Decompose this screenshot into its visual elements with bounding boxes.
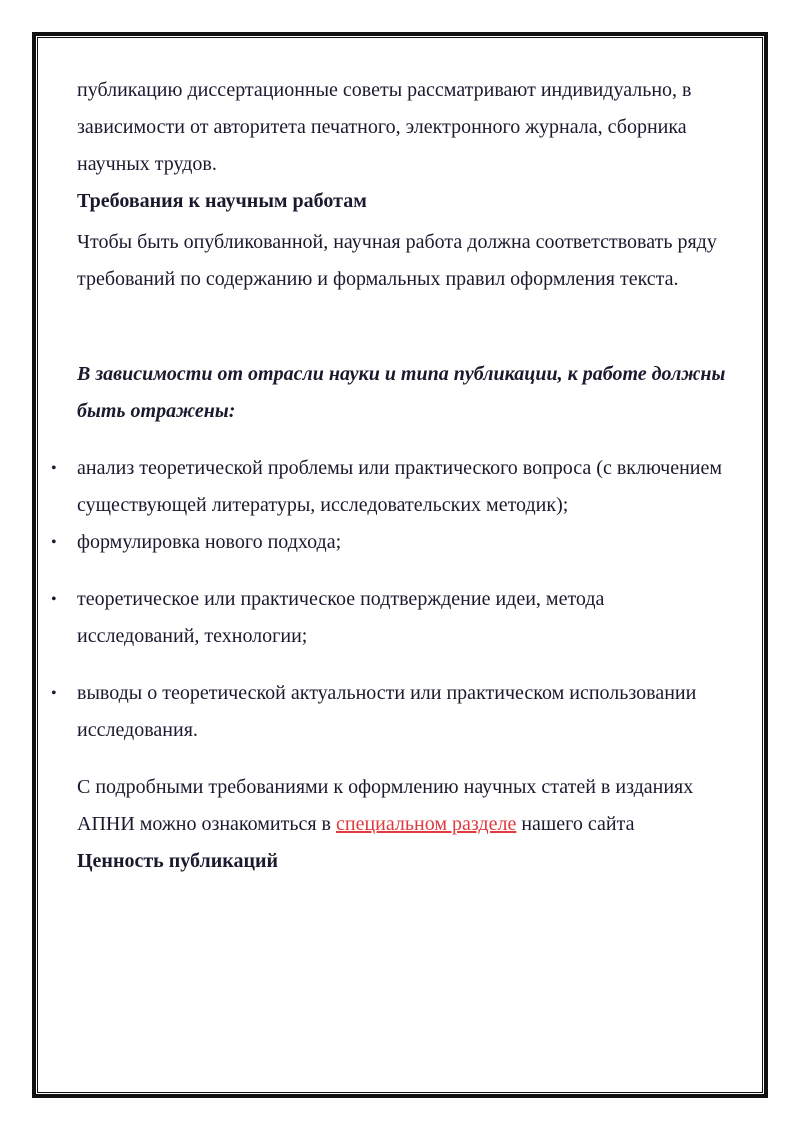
paragraph-text-prefix: С подробными требованиями к оформлению научных статей в изданиях АПНИ можно ознакомиться в — [77, 776, 694, 835]
bullet-icon: • — [51, 685, 57, 702]
paragraph-intro: публикацию диссертационные советы рассматривают индивидуально, в зависимости от авторитета печатного, электронного журнала, сборника научных трудов. — [77, 79, 692, 175]
list-item — [51, 450, 727, 524]
section-heading-value: Ценность публикаций — [77, 850, 279, 872]
list-item-text: теоретическое или практическое подтверждение идеи, метода исследований, технологии; — [77, 588, 605, 647]
requirements-list — [51, 450, 727, 749]
list-item-text: анализ теоретической проблемы или практического вопроса (с включением существующей литературы, исследовательских методик); — [77, 457, 723, 516]
section-heading-requirements: Требования к научным работам — [77, 190, 367, 212]
paragraph-apni-requirements — [77, 769, 727, 843]
special-section-link[interactable]: специальном разделе — [336, 813, 517, 835]
bullet-icon: • — [51, 460, 57, 477]
document-body — [51, 72, 727, 880]
list-item — [51, 675, 727, 749]
list-item — [51, 524, 727, 561]
paragraph-requirements: Чтобы быть опубликованной, научная работа должна соответствовать ряду требований по содержанию и формальных правил оформления текста. — [77, 231, 717, 290]
paragraph-text-suffix: нашего сайта — [521, 813, 635, 835]
list-item-text: выводы о теоретической актуальности или практическом использовании исследования. — [77, 682, 697, 741]
list-item-text: формулировка нового подхода; — [77, 531, 342, 553]
bullet-icon: • — [51, 591, 57, 608]
list-item — [51, 581, 727, 655]
bullet-icon: • — [51, 534, 57, 551]
lead-in-italic: В зависимости от отрасли науки и типа публикации, к работе должны быть отражены: — [77, 363, 726, 422]
